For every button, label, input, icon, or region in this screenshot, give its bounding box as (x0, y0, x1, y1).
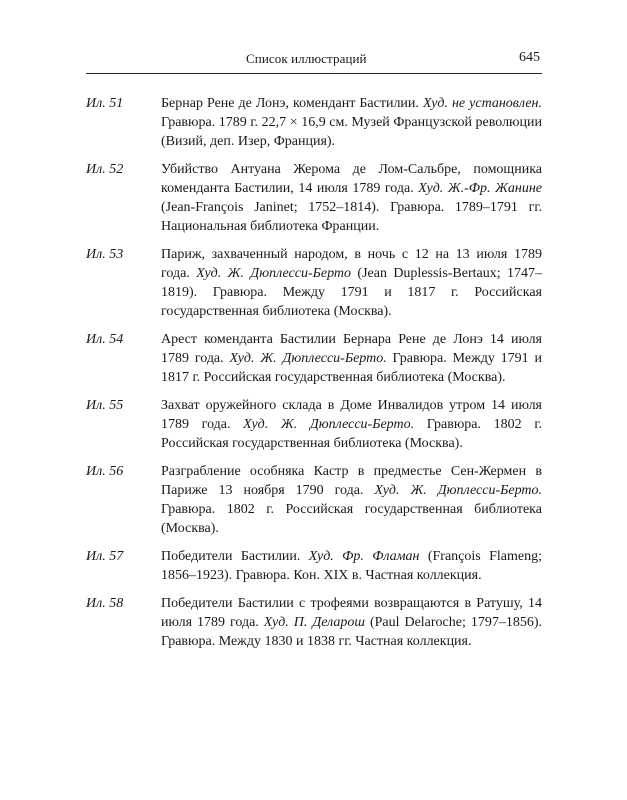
caption-text: Победители Бастилии с трофеями возвращаются в Ратушу, 14 июля 1789 года. (161, 596, 542, 630)
illustration-caption (161, 94, 542, 151)
artist-credit: Худ. Ж.-Фр. Жанине (418, 181, 543, 196)
illustration-number: Ил. 52 (86, 162, 124, 177)
illustration-number: Ил. 55 (86, 398, 124, 413)
caption-text: Бернар Рене де Лонэ, комендант Бастилии. (161, 96, 423, 111)
artist-credit: Худ. Ж. Дюплесси-Берто. (243, 417, 415, 432)
illustration-list (86, 94, 542, 660)
illustration-caption (161, 245, 542, 321)
illustration-number: Ил. 51 (86, 96, 124, 111)
illustration-caption (161, 396, 542, 453)
illustration-caption (161, 330, 542, 387)
list-item (86, 462, 542, 538)
caption-text: Гравюра. Между 1791 и 1817 г. Российская государственная библиотека (Москва). (161, 351, 542, 385)
caption-text: Захват оружейного склада в Доме Инвалидов утром 14 июля 1789 года. (161, 398, 542, 432)
illustration-caption (161, 594, 542, 651)
illustration-number: Ил. 54 (86, 332, 124, 347)
illustration-number: Ил. 56 (86, 464, 124, 479)
caption-text: Гравюра. 1789 г. 22,7 × 16,9 см. Музей Французской революции (Визий, деп. Изер, Франция). (161, 115, 542, 149)
caption-text: Разграбление особняка Кастр в предместье Сен-Жермен в Париже 13 ноября 1790 года. (161, 464, 542, 498)
list-item (86, 160, 542, 236)
page-number: 645 (519, 50, 540, 65)
caption-text: (Jean-François Janinet; 1752–1814). Гравюра. 1789–1791 гг. Национальная библиотека Франции. (161, 200, 542, 234)
caption-text: (François Flameng; 1856–1923). Гравюра. Кон. XIX в. Частная коллекция. (161, 549, 542, 583)
artist-credit: Худ. Фр. Фламан (308, 549, 420, 564)
list-item (86, 594, 542, 651)
caption-text: (Jean Duplessis-Bertaux; 1747–1819). Гравюра. Между 1791 и 1817 г. Российская государственная библиотека (Москва). (161, 266, 543, 319)
illustration-number: Ил. 57 (86, 549, 124, 564)
artist-credit: Худ. не установлен. (422, 96, 542, 111)
artist-credit: Худ. Ж. Дюплесси-Берто (196, 266, 352, 281)
illustration-caption (161, 462, 542, 538)
illustration-number: Ил. 58 (86, 596, 124, 611)
list-item (86, 245, 542, 321)
list-item (86, 94, 542, 151)
caption-text: Победители Бастилии. (161, 549, 309, 564)
caption-text: Убийство Антуана Жерома де Лом-Сальбре, помощника коменданта Бастилии, 14 июля 1789 года. (161, 162, 542, 196)
caption-text: Гравюра. 1802 г. Российская государственная библиотека (Москва). (161, 502, 542, 536)
list-item (86, 547, 542, 585)
caption-text: Париж, захваченный народом, в ночь с 12 на 13 июля 1789 года. (161, 247, 542, 281)
illustration-caption (161, 160, 542, 236)
caption-text: Гравюра. 1802 г. Российская государственная библиотека (Москва). (161, 417, 543, 451)
list-item (86, 330, 542, 387)
list-item (86, 396, 542, 453)
artist-credit: Худ. П. Деларош (263, 615, 365, 630)
artist-credit: Худ. Ж. Дюплесси-Берто. (229, 351, 387, 366)
caption-text: Арест коменданта Бастилии Бернара Рене де Лонэ 14 июля 1789 года. (161, 332, 542, 366)
caption-text: (Paul Delaroche; 1797–1856). Гравюра. Между 1830 и 1838 гг. Частная коллекция. (161, 615, 542, 649)
illustration-number: Ил. 53 (86, 247, 124, 262)
running-header (86, 45, 542, 74)
illustration-caption (161, 547, 542, 585)
running-title: Список иллюстраций (246, 51, 367, 66)
artist-credit: Худ. Ж. Дюплесси-Берто. (374, 483, 542, 498)
